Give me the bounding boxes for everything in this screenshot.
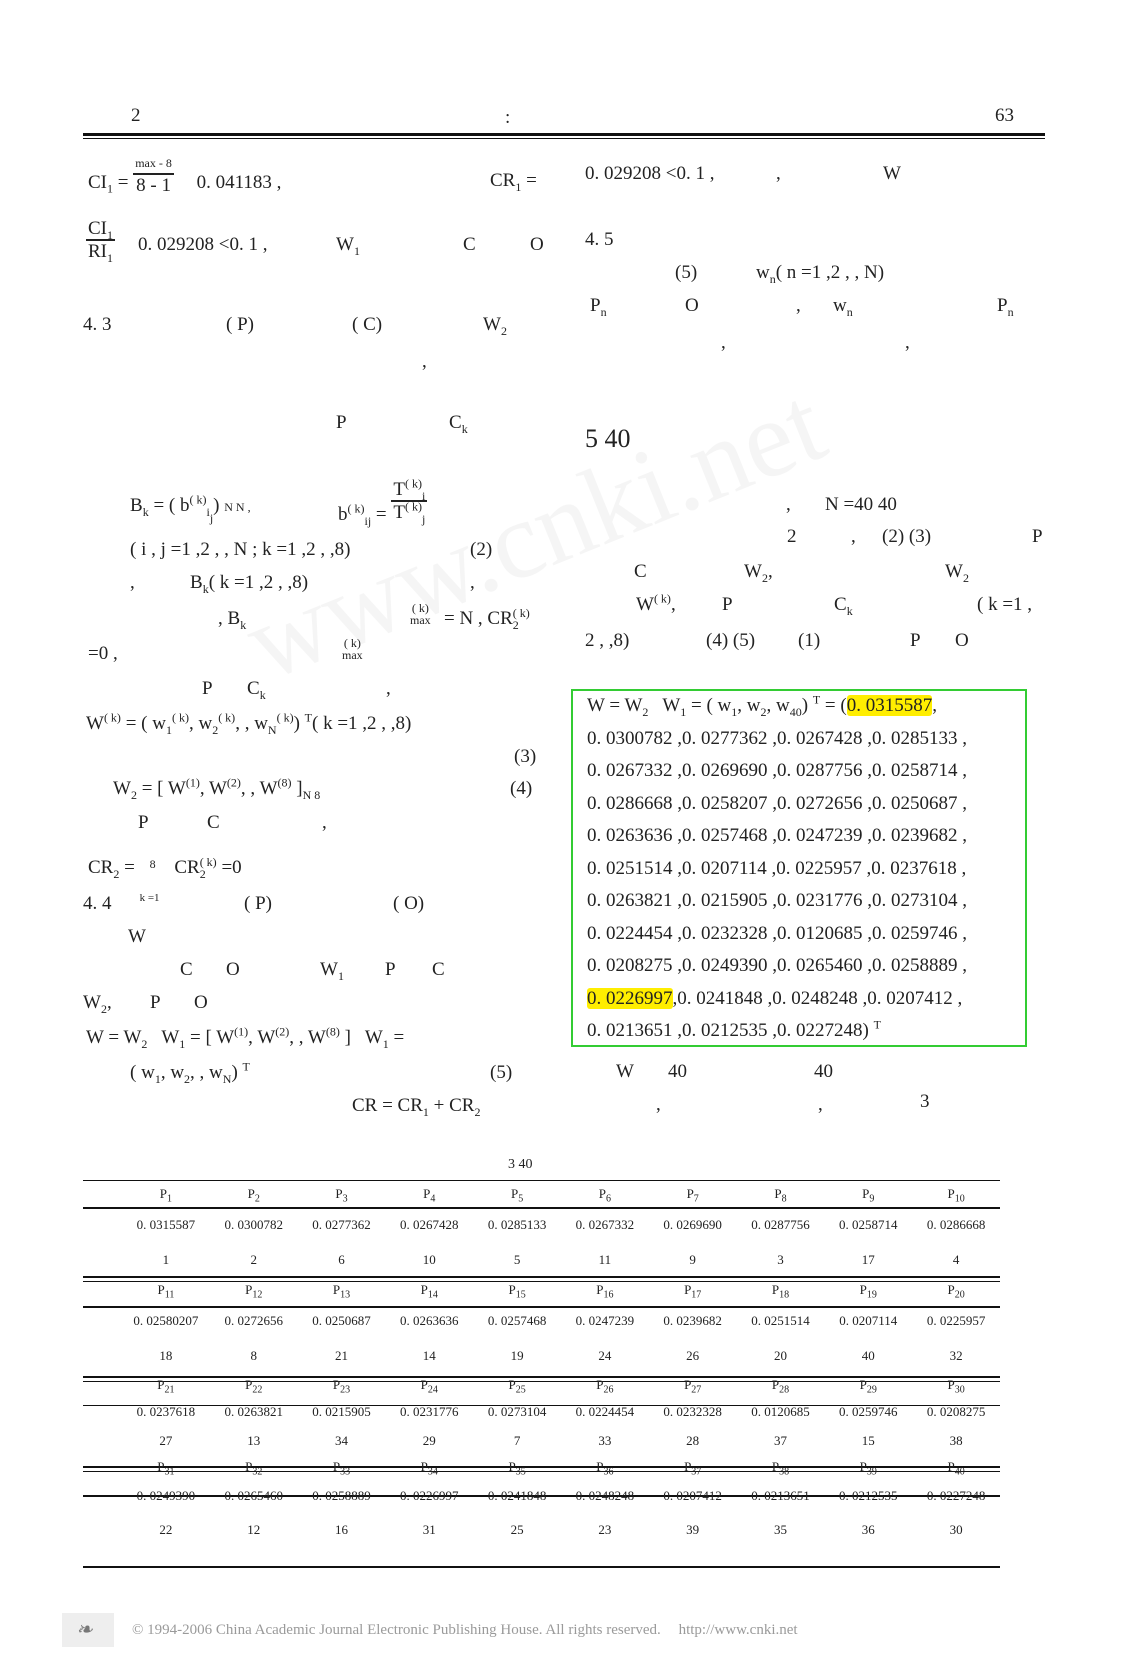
column-header: $P_{23}$ — [332, 1377, 351, 1396]
c-symbol: C — [180, 959, 193, 980]
column-header: $P_{31}$ — [157, 1459, 175, 1478]
section-4-4-number: 4. 4 — [83, 893, 112, 914]
weight-cell: 0. 0263821 — [224, 1404, 283, 1419]
punctuation: , — [422, 351, 427, 372]
cr1-fraction: $\frac{CI_1}{RI_1}$ — [88, 218, 113, 265]
column-header: $P_1$ — [159, 1186, 173, 1205]
cr2-equation: $CR_2$ = 8 k =1 $CR_2^{( k)} =0$ — [88, 854, 242, 904]
lambda-max-2: ( k) max — [342, 636, 363, 662]
pn-symbol: $P_n$ — [997, 295, 1014, 319]
rank-row — [83, 1427, 1000, 1455]
c-symbol: C — [463, 234, 476, 255]
table-header-row — [83, 1277, 1000, 1303]
copyright-text: © 1994-2006 China Academic Journal Electronic Publishing House. All rights reserved. — [132, 1622, 661, 1638]
w1-symbol: $W_1$ — [336, 234, 360, 258]
rank-cell: 25 — [510, 1522, 524, 1537]
rank-cell: 16 — [334, 1522, 348, 1537]
column-header: $P_9$ — [862, 1186, 875, 1205]
column-header: $P_2$ — [247, 1186, 260, 1205]
column-header: $P_5$ — [510, 1186, 524, 1205]
weight-cell: 0. 0269690 — [663, 1217, 722, 1232]
k-range-close: 2 , ,8) — [585, 630, 630, 651]
copyright-footer — [132, 1622, 798, 1639]
bk-range: $B_k$( k =1 ,2 , ,8) — [190, 572, 309, 596]
header-rule-thin — [83, 138, 1045, 139]
cr1-label: $CR_1$ = — [490, 170, 537, 194]
column-header: $P_7$ — [686, 1186, 699, 1205]
punctuation: , — [818, 1094, 823, 1115]
column-header: $P_{19}$ — [859, 1282, 877, 1301]
column-header: $P_{25}$ — [508, 1377, 526, 1396]
punctuation: , — [130, 572, 135, 593]
wk-vector-equation: $W^{( k)}$ = ( $w_1^{( k)}$, $w_2^{( k)}$, , $w_N^{( k)}$) $^T$( k =1 ,2 , ,8) — [86, 710, 412, 737]
column-header: $P_{38}$ — [771, 1459, 790, 1478]
weight-cell: 0. 0232328 — [663, 1404, 722, 1419]
column-header: $P_{21}$ — [157, 1377, 175, 1396]
w-vector: ( $w_1$, $w_2$, , $w_N$) $^T$ — [130, 1059, 250, 1086]
weight-values-line: 0. 0300782 ,0. 0277362 ,0. 0267428 ,0. 0285133 , — [587, 728, 967, 749]
publisher-logo — [62, 1613, 114, 1647]
ck-symbol: $C_k$ — [449, 412, 468, 436]
p-symbol: P — [910, 630, 921, 651]
rank-cell: 19 — [510, 1348, 524, 1363]
punctuation: , — [796, 295, 801, 316]
weight-values-line: 0. 0267332 ,0. 0269690 ,0. 0287756 ,0. 0258714 , — [587, 760, 967, 781]
column-header: $P_{40}$ — [947, 1459, 965, 1478]
weight-values-line: 0. 0226997,0. 0241848 ,0. 0248248 ,0. 0207412 , — [587, 988, 963, 1009]
rank-cell: 15 — [861, 1433, 875, 1448]
weight-cell: 0. 0120685 — [751, 1404, 810, 1419]
weight-cell: 0. 0265460 — [224, 1488, 283, 1503]
rank-cell: 1 — [162, 1252, 170, 1267]
number-40: 40 — [814, 1061, 833, 1082]
number-2: 2 — [787, 526, 797, 547]
rank-cell: 22 — [159, 1522, 173, 1537]
punctuation: , — [905, 332, 910, 353]
rank-cell: 17 — [861, 1252, 875, 1267]
number-40: 40 — [668, 1061, 687, 1082]
section-4-3-p: ( P) — [226, 314, 254, 335]
weight-cell: 0. 0267428 — [400, 1217, 459, 1232]
ck-symbol: $C_k$ — [247, 678, 266, 702]
watermark — [228, 360, 841, 706]
equation-number-2: (2) — [470, 539, 493, 560]
rank-cell: 8 — [250, 1348, 257, 1363]
header-rule-thick — [83, 133, 1045, 136]
weight-cell: 0. 0239682 — [663, 1313, 722, 1328]
column-header: $P_{15}$ — [508, 1282, 526, 1301]
ck-symbol: $C_k$ — [834, 594, 853, 618]
w2-matrix-equation: $W_2$ = [ $W^{(1)}$, $W^{(2)}$, , $W^{(8)}$ ]$_{N 8}$ — [113, 775, 321, 802]
rank-cell: 10 — [422, 1252, 436, 1267]
rank-cell: 21 — [334, 1348, 348, 1363]
rank-cell: 20 — [773, 1348, 787, 1363]
bk-symbol: , $B_k$ — [218, 608, 247, 632]
weight-values-line: 0. 0286668 ,0. 0258207 ,0. 0272656 ,0. 0250687 , — [587, 793, 967, 814]
weight-cell: 0. 0241848 — [487, 1488, 547, 1503]
column-header: $P_{33}$ — [332, 1459, 351, 1478]
page-number: 63 — [995, 105, 1014, 126]
o-symbol: O — [955, 630, 969, 651]
rank-cell: 30 — [949, 1522, 963, 1537]
rank-cell: 23 — [598, 1522, 612, 1537]
column-header: $P_{32}$ — [245, 1459, 263, 1478]
o-symbol: O — [685, 295, 699, 316]
column-header: $P_{27}$ — [684, 1377, 702, 1396]
section-5-heading: 5 40 — [585, 424, 631, 453]
weight-values-line: 0. 0213651 ,0. 0212535 ,0. 0227248) $^T$ — [587, 1017, 881, 1041]
rank-cell: 3 — [777, 1252, 784, 1267]
lambda-max: ( k) max — [410, 601, 431, 627]
weight-cell: 0. 0207114 — [839, 1313, 898, 1328]
weight-cell: 0. 0263636 — [400, 1313, 459, 1328]
column-header: $P_{34}$ — [420, 1459, 438, 1478]
equation-number-4: (4) — [510, 778, 533, 799]
column-header: $P_{14}$ — [420, 1282, 438, 1301]
weight-cell: 0. 0226997 — [400, 1488, 459, 1503]
table-ref-3: 3 — [920, 1091, 930, 1112]
rank-cell: 29 — [422, 1433, 436, 1448]
column-header: $P_{20}$ — [947, 1282, 965, 1301]
rank-cell: 24 — [598, 1348, 612, 1363]
weight-cell: 0. 0277362 — [312, 1217, 371, 1232]
rank-cell: 18 — [159, 1348, 173, 1363]
column-header: $P_8$ — [774, 1186, 787, 1205]
rank-cell: 6 — [338, 1252, 345, 1267]
table-header-row — [83, 1373, 1000, 1397]
w-composite-equation: $W = W_2$ $W_1$ = [ $W^{(1)}$, $W^{(2)}$, , $W^{(8)}$ ] $W_1$ = — [86, 1024, 405, 1051]
column-header: $P_{13}$ — [332, 1282, 351, 1301]
rank-cell: 39 — [686, 1522, 700, 1537]
p-symbol: P — [150, 992, 161, 1013]
rank-cell: 38 — [949, 1433, 963, 1448]
weight-cell: 0. 0208275 — [926, 1404, 986, 1419]
rank-cell: 34 — [334, 1433, 348, 1448]
weight-cell: 0. 0286668 — [926, 1217, 986, 1232]
rank-cell: 32 — [949, 1348, 963, 1363]
n-equals-40: N =40 40 — [825, 494, 897, 515]
column-header: $P_{36}$ — [596, 1459, 614, 1478]
table-header-row — [83, 1181, 1000, 1207]
bk-matrix-definition: $B_k$ = ( $b^{( k)}_{ij}$) N N , — [130, 492, 251, 525]
weight-values-line: 0. 0263821 ,0. 0215905 ,0. 0231776 ,0. 0273104 , — [587, 890, 967, 911]
column-header: $P_{17}$ — [684, 1282, 702, 1301]
column-header: $P_{12}$ — [245, 1282, 263, 1301]
table-bottom-rule — [83, 1566, 1000, 1568]
equation-ref-5: (5) — [675, 262, 698, 283]
rank-cell: 36 — [861, 1522, 875, 1537]
c-symbol: C — [432, 959, 445, 980]
w-symbol: W — [128, 926, 146, 947]
index-range: ( i , j =1 ,2 , , N ; k =1 ,2 , ,8) — [130, 539, 351, 560]
weight-values-line: 0. 0251514 ,0. 0207114 ,0. 0225957 ,0. 0237618 , — [587, 858, 967, 879]
rank-cell: 11 — [598, 1252, 612, 1267]
weight-cell: 0. 0237618 — [136, 1404, 196, 1419]
weight-vector-result-box — [571, 689, 1027, 1047]
column-header: $P_{39}$ — [859, 1459, 877, 1478]
column-header: $P_{26}$ — [596, 1377, 614, 1396]
column-header: $P_{22}$ — [245, 1377, 263, 1396]
column-header: $P_3$ — [335, 1186, 348, 1205]
weight-row — [83, 1479, 1000, 1513]
section-4-5-number: 4. 5 — [585, 229, 614, 250]
w2-symbol: $W_2$, — [83, 992, 112, 1016]
rank-row — [83, 1243, 1000, 1277]
w-symbol: W — [883, 163, 901, 184]
column-header: $P_{35}$ — [508, 1459, 526, 1478]
p-symbol: P — [202, 678, 213, 699]
column-header: $P_{37}$ — [684, 1459, 702, 1478]
table-header-row — [83, 1455, 1000, 1479]
punctuation: , — [386, 678, 391, 699]
weight-cell: 0. 0207412 — [663, 1488, 722, 1503]
weight-cell: 0. 0251514 — [751, 1313, 810, 1328]
weight-cell: 0. 0259746 — [839, 1404, 898, 1419]
rank-cell: 33 — [598, 1433, 612, 1448]
column-header: $P_6$ — [598, 1186, 611, 1205]
p-symbol: P — [722, 594, 733, 615]
weight-values-line: 0. 0208275 ,0. 0249390 ,0. 0265460 ,0. 0258889 , — [587, 955, 967, 976]
rank-cell: 31 — [422, 1522, 436, 1537]
weight-rank-table — [83, 1181, 1000, 1547]
weight-cell: 0. 02580207 — [133, 1313, 199, 1328]
wn-symbol: $w_n$ — [833, 295, 853, 319]
weight-cell: 0. 0287756 — [751, 1217, 810, 1232]
cr-value: 0. 029208 <0. 1 , — [585, 163, 715, 184]
weight-cell: 0. 0225957 — [926, 1313, 986, 1328]
column-header: $P_{10}$ — [947, 1186, 965, 1205]
weight-values-line: 0. 0263636 ,0. 0257468 ,0. 0247239 ,0. 0239682 , — [587, 825, 967, 846]
p-symbol: P — [336, 412, 347, 433]
equation-number-3: (3) — [514, 746, 537, 767]
weight-cell: 0. 0250687 — [312, 1313, 371, 1328]
column-header: $P_{18}$ — [771, 1282, 790, 1301]
logo-glyph-icon: ❧ — [76, 1619, 93, 1641]
weight-cell: 0. 0285133 — [487, 1217, 547, 1232]
highlighted-weight: 0. 0226997 — [587, 988, 673, 1009]
lambda-max-equation: = N , $CR_2^{( k)}$ — [444, 605, 530, 632]
section-4-3-w2: $W_2$ — [483, 314, 507, 338]
w2-symbol: $W_2$ — [945, 561, 969, 585]
punctuation: , — [776, 163, 781, 184]
p-symbol: P — [385, 959, 396, 980]
weight-cell: 0. 0247239 — [575, 1313, 635, 1328]
rank-row — [83, 1513, 1000, 1547]
weight-cell: 0. 0231776 — [400, 1404, 459, 1419]
equals-zero: =0 , — [88, 643, 118, 664]
table-caption: 3 40 — [508, 1157, 533, 1172]
equation-refs-2-3: (2) (3) — [882, 526, 932, 547]
c-symbol: C — [207, 812, 220, 833]
running-header-center: : — [505, 107, 511, 128]
o-symbol: O — [226, 959, 240, 980]
cr-total-equation: CR = $CR_1 + CR_2$ — [352, 1095, 481, 1119]
weight-cell: 0. 0272656 — [224, 1313, 283, 1328]
weight-row — [83, 1207, 1000, 1243]
column-header: $P_{16}$ — [596, 1282, 614, 1301]
weight-cell: 0. 0212535 — [839, 1488, 898, 1503]
punctuation: , — [470, 572, 475, 593]
section-4-3-number: 4. 3 — [83, 314, 112, 335]
rank-cell: 7 — [513, 1433, 521, 1448]
column-header: $P_{29}$ — [859, 1377, 877, 1396]
rank-cell: 14 — [422, 1348, 436, 1363]
o-symbol: O — [530, 234, 544, 255]
weight-cell: 0. 0267332 — [575, 1217, 635, 1232]
section-4-4-o: ( O) — [393, 893, 425, 914]
cr1-value: 0. 029208 <0. 1 , — [138, 234, 268, 255]
column-header: $P_4$ — [423, 1186, 436, 1205]
equation-refs-4-5: (4) (5) — [706, 630, 756, 651]
weight-cell: 0. 0258889 — [312, 1488, 371, 1503]
section-4-4-p: ( P) — [244, 893, 272, 914]
p-symbol: P — [1032, 526, 1043, 547]
ci1-equation: $CI_1$ = $\frac{\max - 8}{8 - 1}$ 0. 041183 , — [88, 170, 281, 197]
weight-cell: 0. 0213651 — [751, 1488, 810, 1503]
weight-row — [83, 1303, 1000, 1339]
equation-ref-1: (1) — [798, 630, 821, 651]
weight-cell: 0. 0224454 — [575, 1404, 635, 1419]
pn-symbol: $P_n$ — [590, 295, 607, 319]
rank-cell: 4 — [952, 1252, 960, 1267]
o-symbol: O — [194, 992, 208, 1013]
section-4-3-c: ( C) — [352, 314, 383, 335]
weight-cell: 0. 0248248 — [575, 1488, 635, 1503]
weight-cell: 0. 0227248 — [926, 1488, 986, 1503]
weight-cell: 0. 0300782 — [224, 1217, 283, 1232]
weight-values-line: 0. 0224454 ,0. 0232328 ,0. 0120685 ,0. 0259746 , — [587, 923, 967, 944]
rank-cell: 12 — [247, 1522, 261, 1537]
footer-url[interactable]: http://www.cnki.net — [678, 1622, 798, 1638]
weight-cell: 0. 0249390 — [136, 1488, 196, 1503]
weight-formula-line: $W = W_2$ $W_1$ = ( $w_1$, $w_2$, $w_{40}$) $^T$ = (0. 0315587, — [587, 692, 937, 719]
rank-cell: 26 — [686, 1348, 700, 1363]
rank-cell: 13 — [247, 1433, 261, 1448]
weight-cell: 0. 0315587 — [136, 1217, 196, 1232]
column-header: $P_{24}$ — [420, 1377, 438, 1396]
rank-cell: 28 — [686, 1433, 700, 1448]
c-symbol: C — [634, 561, 647, 582]
wk-symbol: $W^{( k)}$, — [636, 591, 676, 615]
rank-cell: 37 — [773, 1433, 787, 1448]
rank-cell: 9 — [689, 1252, 696, 1267]
k-range-open: ( k =1 , — [977, 594, 1033, 615]
weight-cell: 0. 0257468 — [487, 1313, 547, 1328]
punctuation: , — [786, 494, 791, 515]
running-header-left: 2 — [131, 105, 141, 126]
rank-row — [83, 1339, 1000, 1373]
p-symbol: P — [138, 812, 149, 833]
equation-number-5: (5) — [490, 1062, 513, 1083]
punctuation: , — [851, 526, 856, 547]
highlighted-first-weight: 0. 0315587 — [846, 695, 933, 716]
weight-row — [83, 1397, 1000, 1427]
rank-cell: 5 — [513, 1252, 521, 1267]
w2-symbol: $W_2$, — [744, 561, 773, 585]
rank-cell: 2 — [250, 1252, 257, 1267]
rank-cell: 27 — [159, 1433, 173, 1448]
column-header: $P_{30}$ — [947, 1377, 965, 1396]
w-symbol: W — [616, 1061, 634, 1082]
wn-range: $w_n$( n =1 ,2 , , N) — [756, 262, 885, 286]
column-header: $P_{28}$ — [771, 1377, 790, 1396]
punctuation: , — [721, 332, 726, 353]
w1-symbol: $W_1$ — [320, 959, 344, 983]
weight-cell: 0. 0258714 — [839, 1217, 898, 1232]
punctuation: , — [322, 812, 327, 833]
rank-cell: 40 — [861, 1348, 875, 1363]
weight-cell: 0. 0215905 — [312, 1404, 371, 1419]
rank-cell: 35 — [773, 1522, 787, 1537]
bij-definition: $b^{( k)}_{ij}$ = $\frac{T^{( k)}_i}{T^{( k)}_j}$ — [338, 476, 426, 529]
punctuation: , — [656, 1094, 661, 1115]
weight-cell: 0. 0273104 — [487, 1404, 547, 1419]
column-header: $P_{11}$ — [157, 1282, 175, 1301]
